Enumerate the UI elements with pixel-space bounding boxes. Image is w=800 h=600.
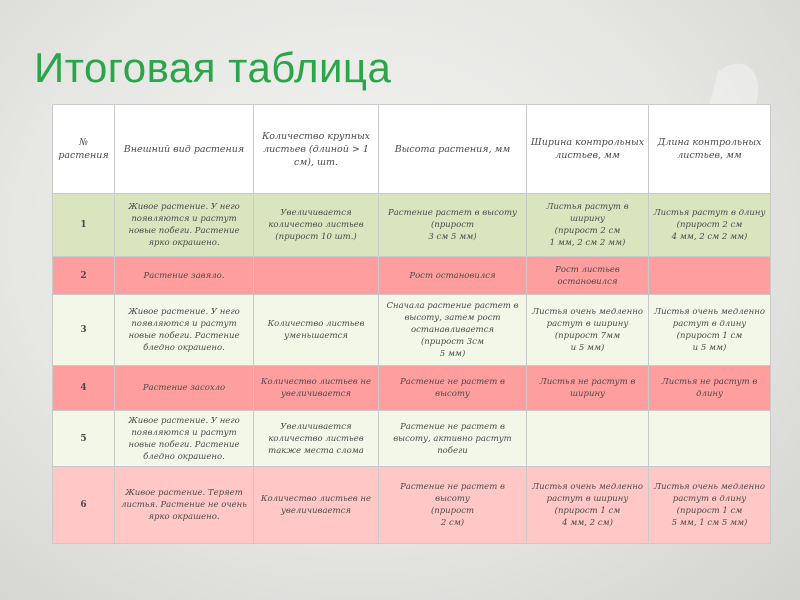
cell-height: Растение не растет в высоту (прирост 2 см)	[379, 467, 527, 544]
cell-appearance: Живое растение. У него появляются и растут новые побеги. Растение бледно окрашено.	[115, 295, 254, 366]
cell-leaf-length: Листья растут в длину (прирост 2 см 4 мм, 2 см 2 мм)	[649, 194, 771, 257]
cell-appearance: Растение засохло	[115, 366, 254, 411]
table-row	[53, 467, 771, 544]
cell-height: Рост остановился	[379, 257, 527, 295]
cell-plant-number: 3	[53, 295, 115, 366]
cell-plant-number: 6	[53, 467, 115, 544]
table-row	[53, 194, 771, 257]
cell-leaf-count: Количество листьев не увеличивается	[254, 366, 379, 411]
table-row	[53, 295, 771, 366]
table-header-row	[53, 105, 771, 194]
cell-height: Растение не растет в высоту	[379, 366, 527, 411]
header-leaf-length: Длина контрольных листьев, мм	[649, 105, 771, 194]
cell-height: Растение не растет в высоту, активно растут побеги	[379, 411, 527, 467]
cell-appearance: Живое растение. Теряет листья. Растение не очень ярко окрашено.	[115, 467, 254, 544]
table-row	[53, 257, 771, 295]
cell-plant-number: 2	[53, 257, 115, 295]
cell-leaf-count: Количество листьев не увеличивается	[254, 467, 379, 544]
cell-leaf-width: Листья не растут в ширину	[527, 366, 649, 411]
header-appearance: Внешний вид растения	[115, 105, 254, 194]
cell-plant-number: 1	[53, 194, 115, 257]
cell-leaf-count: Количество листьев уменьшается	[254, 295, 379, 366]
header-leaf-count: Количество крупных листьев (длиной > 1 см), шт.	[254, 105, 379, 194]
header-height: Высота растения, мм	[379, 105, 527, 194]
cell-plant-number: 5	[53, 411, 115, 467]
cell-leaf-length: Листья очень медленно растут в длину (прирост 1 см 5 мм, 1 см 5 мм)	[649, 467, 771, 544]
header-leaf-width: Ширина контрольных листьев, мм	[527, 105, 649, 194]
cell-appearance: Растение завяло.	[115, 257, 254, 295]
cell-appearance: Живое растение. У него появляются и растут новые побеги. Растение ярко окрашено.	[115, 194, 254, 257]
cell-leaf-width: Листья растут в ширину (прирост 2 см 1 мм, 2 см 2 мм)	[527, 194, 649, 257]
cell-height: Сначала растение растет в высоту, затем рост останавливается (прирост 3см 5 мм)	[379, 295, 527, 366]
cell-height: Растение растет в высоту (прирост 3 см 5 мм)	[379, 194, 527, 257]
cell-leaf-count: Увеличивается количество листьев также места слома	[254, 411, 379, 467]
cell-leaf-length	[649, 257, 771, 295]
cell-leaf-width: Листья очень медленно растут в ширину (прирост 7мм и 5 мм)	[527, 295, 649, 366]
cell-leaf-width: Рост листьев остановился	[527, 257, 649, 295]
header-plant-number: № растения	[53, 105, 115, 194]
cell-leaf-length: Листья очень медленно растут в длину (прирост 1 см и 5 мм)	[649, 295, 771, 366]
cell-leaf-width: Листья очень медленно растут в ширину (прирост 1 см 4 мм, 2 см)	[527, 467, 649, 544]
cell-leaf-count: Увеличивается количество листьев (прирост 10 шт.)	[254, 194, 379, 257]
table-row	[53, 366, 771, 411]
cell-leaf-width	[527, 411, 649, 467]
cell-plant-number: 4	[53, 366, 115, 411]
cell-leaf-length: Листья не растут в длину	[649, 366, 771, 411]
results-table	[52, 104, 771, 544]
table-row	[53, 411, 771, 467]
cell-appearance: Живое растение. У него появляются и растут новые побеги. Растение бледно окрашено.	[115, 411, 254, 467]
page-title: Итоговая таблица	[34, 44, 392, 91]
cell-leaf-length	[649, 411, 771, 467]
cell-leaf-count	[254, 257, 379, 295]
